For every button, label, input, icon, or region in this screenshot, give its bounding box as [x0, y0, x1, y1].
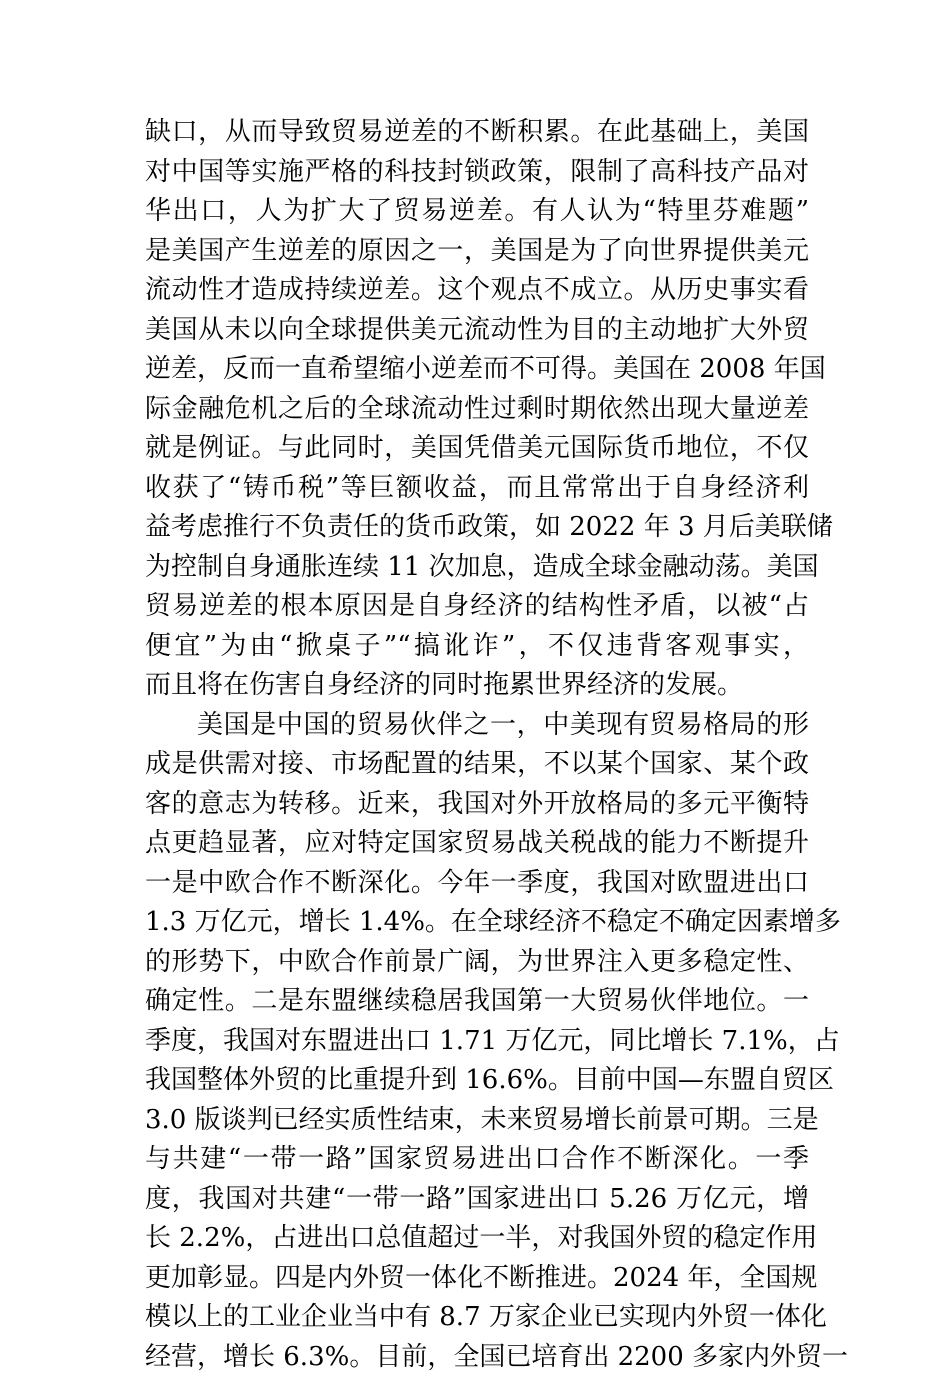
- text-line: 长 2.2%，占进出口总值超过一半，对我国外贸的稳定作用: [145, 1219, 809, 1259]
- text-line: 我国整体外贸的比重提升到 16.6%。目前中国—东盟自贸区: [145, 1061, 809, 1101]
- text-line: 华出口，人为扩大了贸易逆差。有人认为“特里芬难题”: [145, 192, 809, 232]
- text-line: 为控制自身通胀连续 11 次加息，造成全球金融动荡。美国: [145, 548, 809, 588]
- text-line: 一是中欧合作不断深化。今年一季度，我国对欧盟进出口: [145, 864, 809, 904]
- text-line: 度，我国对共建“一带一路”国家进出口 5.26 万亿元，增: [145, 1180, 809, 1220]
- text-line: 对中国等实施严格的科技封锁政策，限制了高科技产品对: [145, 153, 809, 193]
- text-line: 点更趋显著，应对特定国家贸易战关税战的能力不断提升: [145, 824, 809, 864]
- text-line: 确定性。二是东盟继续稳居我国第一大贸易伙伴地位。一: [145, 982, 809, 1022]
- text-line: 益考虑推行不负责任的货币政策，如 2022 年 3 月后美联储: [145, 508, 809, 548]
- text-line: 的形势下，中欧合作前景广阔，为世界注入更多稳定性、: [145, 943, 809, 983]
- text-line: 经营，增长 6.3%。目前，全国已培育出 2200 多家内外贸一: [145, 1338, 809, 1377]
- text-line: 美国是中国的贸易伙伴之一，中美现有贸易格局的形: [145, 706, 809, 746]
- text-line: 与共建“一带一路”国家贸易进出口合作不断深化。一季: [145, 1140, 809, 1180]
- text-line: 际金融危机之后的全球流动性过剩时期依然出现大量逆差: [145, 390, 809, 430]
- text-line: 3.0 版谈判已经实质性结束，未来贸易增长前景可期。三是: [145, 1101, 809, 1141]
- text-line: 贸易逆差的根本原因是自身经济的结构性矛盾，以被“占: [145, 587, 809, 627]
- text-line: 美国从未以向全球提供美元流动性为目的主动地扩大外贸: [145, 311, 809, 351]
- text-line: 成是供需对接、市场配置的结果，不以某个国家、某个政: [145, 745, 809, 785]
- text-line: 缺口，从而导致贸易逆差的不断积累。在此基础上，美国: [145, 113, 809, 153]
- document-body: [145, 113, 809, 1377]
- text-line: 模以上的工业企业当中有 8.7 万家企业已实现内外贸一体化: [145, 1298, 809, 1338]
- text-line: 便宜”为由“掀桌子”“搞讹诈”，不仅违背客观事实，: [145, 627, 809, 667]
- text-line: 是美国产生逆差的原因之一，美国是为了向世界提供美元: [145, 232, 809, 272]
- text-line: 客的意志为转移。近来，我国对外开放格局的多元平衡特: [145, 785, 809, 825]
- text-line: 1.3 万亿元，增长 1.4%。在全球经济不稳定不确定因素增多: [145, 903, 809, 943]
- text-line: 季度，我国对东盟进出口 1.71 万亿元，同比增长 7.1%，占: [145, 1022, 809, 1062]
- text-line: 收获了“铸币税”等巨额收益，而且常常出于自身经济利: [145, 469, 809, 509]
- text-line: 流动性才造成持续逆差。这个观点不成立。从历史事实看: [145, 271, 809, 311]
- text-column: [145, 113, 809, 1377]
- text-line: 而且将在伤害自身经济的同时拖累世界经济的发展。: [145, 666, 809, 706]
- text-line: 就是例证。与此同时，美国凭借美元国际货币地位，不仅: [145, 429, 809, 469]
- text-line: 逆差，反而一直希望缩小逆差而不可得。美国在 2008 年国: [145, 350, 809, 390]
- text-line: 更加彰显。四是内外贸一体化不断推进。2024 年，全国规: [145, 1259, 809, 1299]
